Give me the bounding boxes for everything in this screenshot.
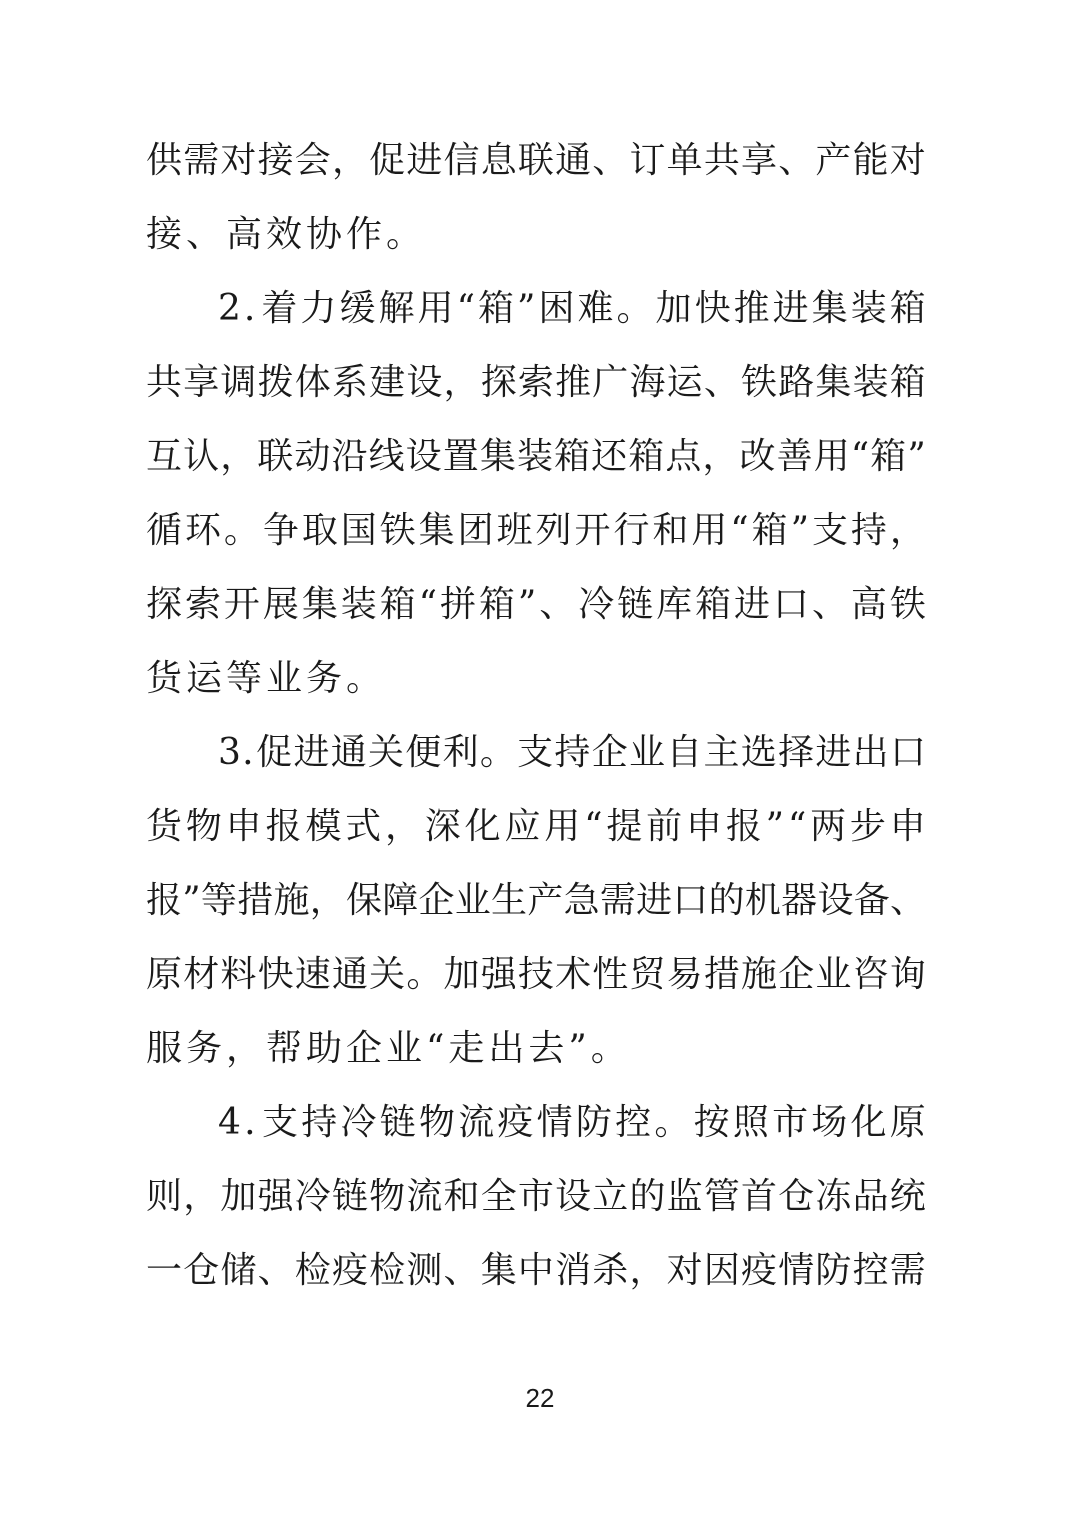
paragraph-first-line: 2 . 着 力 缓 解 用 “ 箱 ” 困 难 。 加 快 推 进 集 装 箱 [218,288,926,329]
text-line: 则 ， 加 强 冷 链 物 流 和 全 市 设 立 的 监 管 首 仓 冻 品 统 [146,1176,926,1217]
text-line: 原 材 料 快 速 通 关 。 加 强 技 术 性 贸 易 措 施 企 业 咨 询 [146,954,926,995]
text-line: 一 仓 储 、 检 疫 检 测 、 集 中 消 杀 ， 对 因 疫 情 防 控 需 [146,1250,926,1291]
page-number: 22 [525,1383,555,1413]
text-line: 货 物 申 报 模 式 ， 深 化 应 用 “ 提 前 申 报 ” “ 两 步 申 [146,806,926,847]
text-line: 供 需 对 接 会 ， 促 进 信 息 联 通 、 订 单 共 享 、 产 能 对 [146,140,926,181]
text-line: 服务，帮助企业“走出去”。 [146,1028,631,1069]
paragraph-first-line: 4 . 支 持 冷 链 物 流 疫 情 防 控 。 按 照 市 场 化 原 [218,1102,926,1143]
text-line: 接、高效协作。 [146,214,427,255]
text-line: 循 环 。 争 取 国 铁 集 团 班 列 开 行 和 用 “ 箱 ” 支 持 ， [146,510,926,551]
document-body [146,124,926,1308]
paragraph-first-line: 3 . 促 进 通 关 便 利 。 支 持 企 业 自 主 选 择 进 出 口 [218,732,926,773]
text-line: 探 索 开 展 集 装 箱 “ 拼 箱 ” 、 冷 链 库 箱 进 口 、 高 铁 [146,584,926,625]
text-line: 货运等业务。 [146,658,387,699]
text-line: 共 享 调 拨 体 系 建 设 ， 探 索 推 广 海 运 、 铁 路 集 装 箱 [146,362,926,403]
text-line: 报 ” 等 措 施 ， 保 障 企 业 生 产 急 需 进 口 的 机 器 设 备 、 [146,880,926,921]
text-line: 互 认 ， 联 动 沿 线 设 置 集 装 箱 还 箱 点 ， 改 善 用 “ 箱 ” [146,436,926,477]
